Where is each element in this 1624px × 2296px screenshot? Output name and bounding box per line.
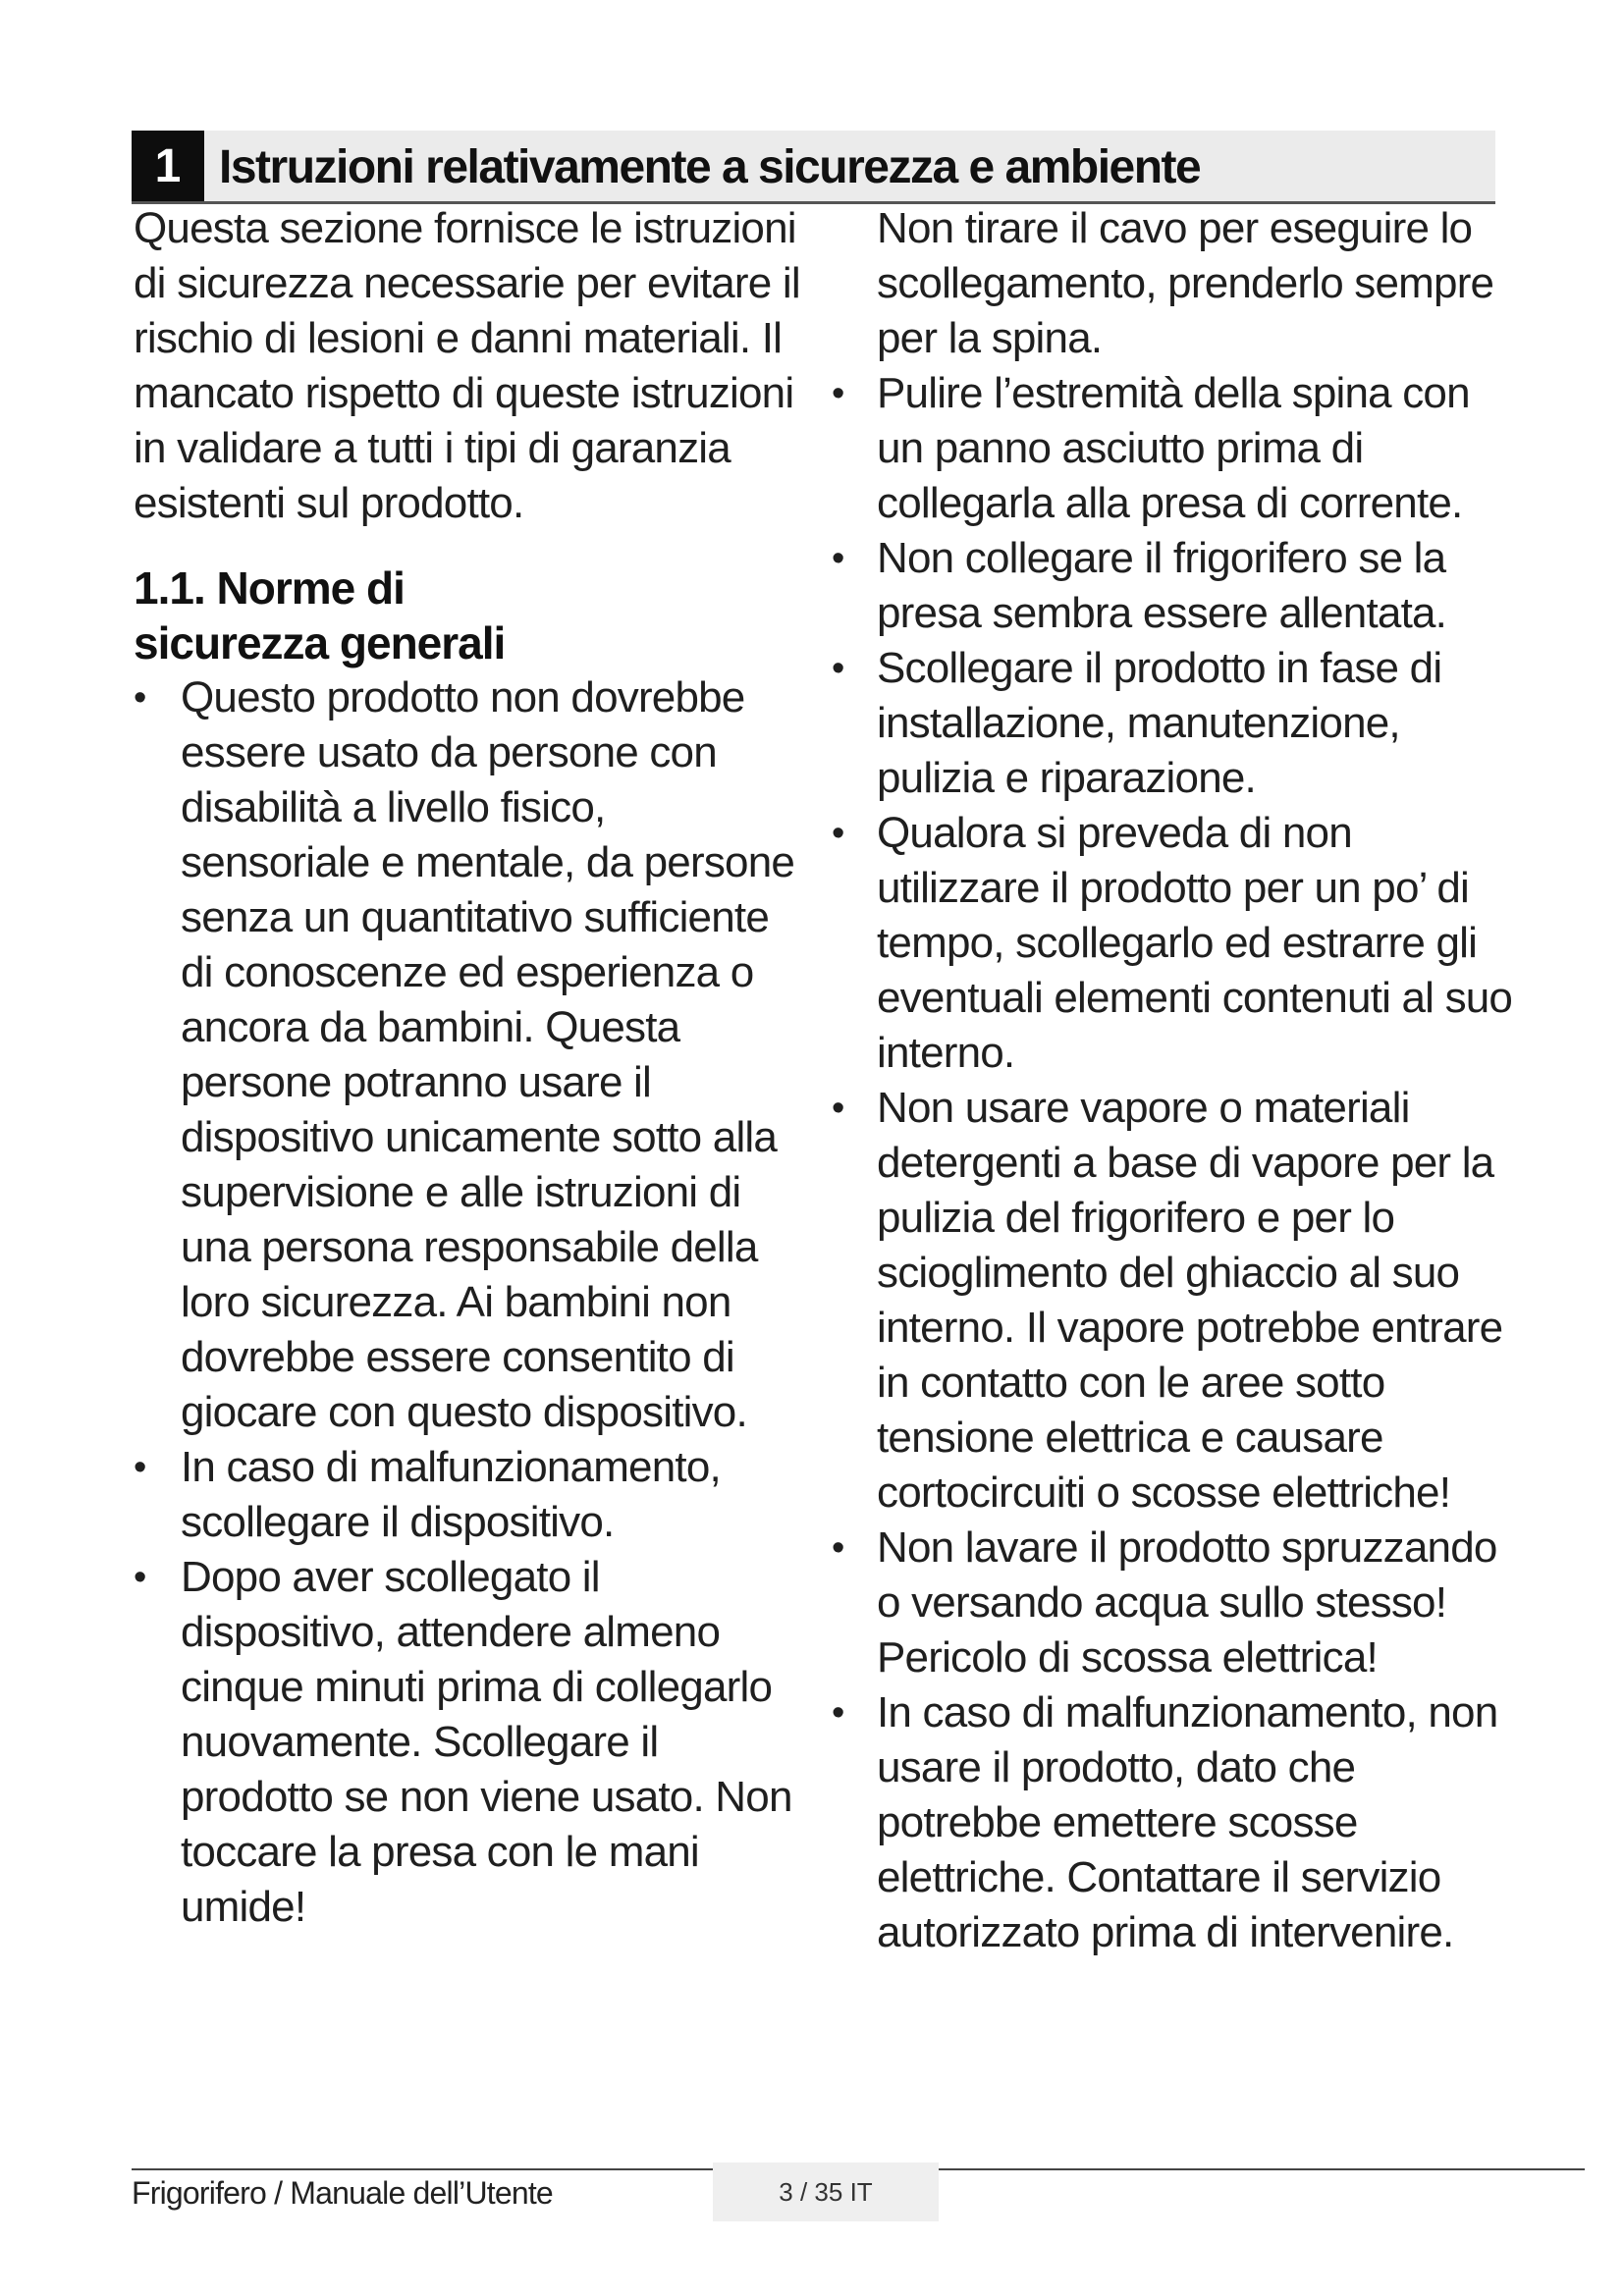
bullet-icon: • xyxy=(832,1692,844,1734)
footer-document-title: Frigorifero / Manuale dell’Utente xyxy=(132,2175,553,2211)
section-header xyxy=(132,131,1495,204)
list-item-text: Non collegare il frigorifero se la presa sembra essere allentata. xyxy=(877,534,1447,637)
list-item-text: In caso di malfunzionamento, scollegare il dispositivo. xyxy=(181,1443,721,1546)
list-item xyxy=(832,1521,1515,1685)
list-item-text: Pulire l’estremità della spina con un panno asciutto prima di collegarla alla presa di corrente. xyxy=(877,369,1470,527)
section-number: 1 xyxy=(132,131,204,201)
list-item-text: Qualora si preveda di non utilizzare il prodotto per un po’ di tempo, scollegarlo ed estrarre gli eventuali elementi contenuti al suo interno. xyxy=(877,809,1513,1077)
bullet-icon: • xyxy=(134,677,146,719)
left-bullet-list xyxy=(134,670,801,1935)
list-item-text: Questo prodotto non dovrebbe essere usato da persone con disabilità a livello fisico, sensoriale e mentale, da persone senza un quantitativo sufficiente di conoscenze ed esperienza o ancora da bambini. Questa persone potranno usare il dispositivo unicamente sotto alla supervisione e alle istruzioni di una persona responsabile della loro sicurezza. Ai bambini non dovrebbe essere consentito di giocare con questo dispositivo. xyxy=(181,673,795,1436)
list-item-text: Dopo aver scollegato il dispositivo, attendere almeno cinque minuti prima di collegarlo nuovamente. Scollegare il prodotto se non viene usato. Non toccare la presa con le mani umide! xyxy=(181,1553,792,1931)
list-item xyxy=(134,670,801,1440)
list-item-text: Non lavare il prodotto spruzzando o versando acqua sullo stesso! Pericolo di scossa elettrica! xyxy=(877,1523,1497,1682)
subsection-heading xyxy=(134,561,801,670)
subsection-heading-line2: sicurezza generali xyxy=(134,617,506,668)
list-item-text: Non usare vapore o materiali detergenti a base di vapore per la pulizia del frigorifero e per lo scioglimento del ghiaccio al suo interno. Il vapore potrebbe entrare in contatto con le aree sotto tensione elettrica e causare cortocircuiti o scosse elettriche! xyxy=(877,1084,1503,1517)
bullet-icon: • xyxy=(832,538,844,579)
bullet-icon: • xyxy=(832,1527,844,1569)
bullet-icon: • xyxy=(134,1557,146,1598)
page-number-text: 3 / 35 IT xyxy=(779,2176,873,2207)
bullet-icon: • xyxy=(832,373,844,414)
intro-paragraph: Questa sezione fornisce le istruzioni di sicurezza necessarie per evitare il rischio di lesioni e danni materiali. Il mancato rispetto di queste istruzioni in validare a tutti i tipi di garanzia esistenti sul prodotto. xyxy=(134,204,800,527)
list-item xyxy=(134,1440,801,1550)
list-item xyxy=(832,366,1515,531)
bullet-icon: • xyxy=(832,813,844,854)
section-title: Istruzioni relativamente a sicurezza e ambiente xyxy=(219,141,1201,193)
bullet-icon: • xyxy=(134,1447,146,1488)
list-item xyxy=(832,1081,1515,1521)
continued-paragraph: Non tirare il cavo per eseguire lo scollegamento, prenderlo sempre per la spina. xyxy=(877,204,1494,362)
page-number xyxy=(713,2163,939,2221)
subsection-heading-line1: 1.1. Norme di xyxy=(134,562,405,614)
list-item xyxy=(832,641,1515,806)
right-column xyxy=(832,201,1515,1960)
list-item-text: Scollegare il prodotto in fase di installazione, manutenzione, pulizia e riparazione. xyxy=(877,644,1442,802)
list-item xyxy=(134,1550,801,1935)
bullet-icon: • xyxy=(832,1088,844,1129)
left-column xyxy=(134,201,801,1935)
right-bullet-list xyxy=(832,366,1515,1960)
list-item xyxy=(832,531,1515,641)
list-item xyxy=(832,806,1515,1081)
list-item-text: In caso di malfunzionamento, non usare il prodotto, dato che potrebbe emettere scosse elettriche. Contattare il servizio autorizzato prima di intervenire. xyxy=(877,1688,1498,1956)
list-item xyxy=(832,1685,1515,1960)
bullet-icon: • xyxy=(832,648,844,689)
